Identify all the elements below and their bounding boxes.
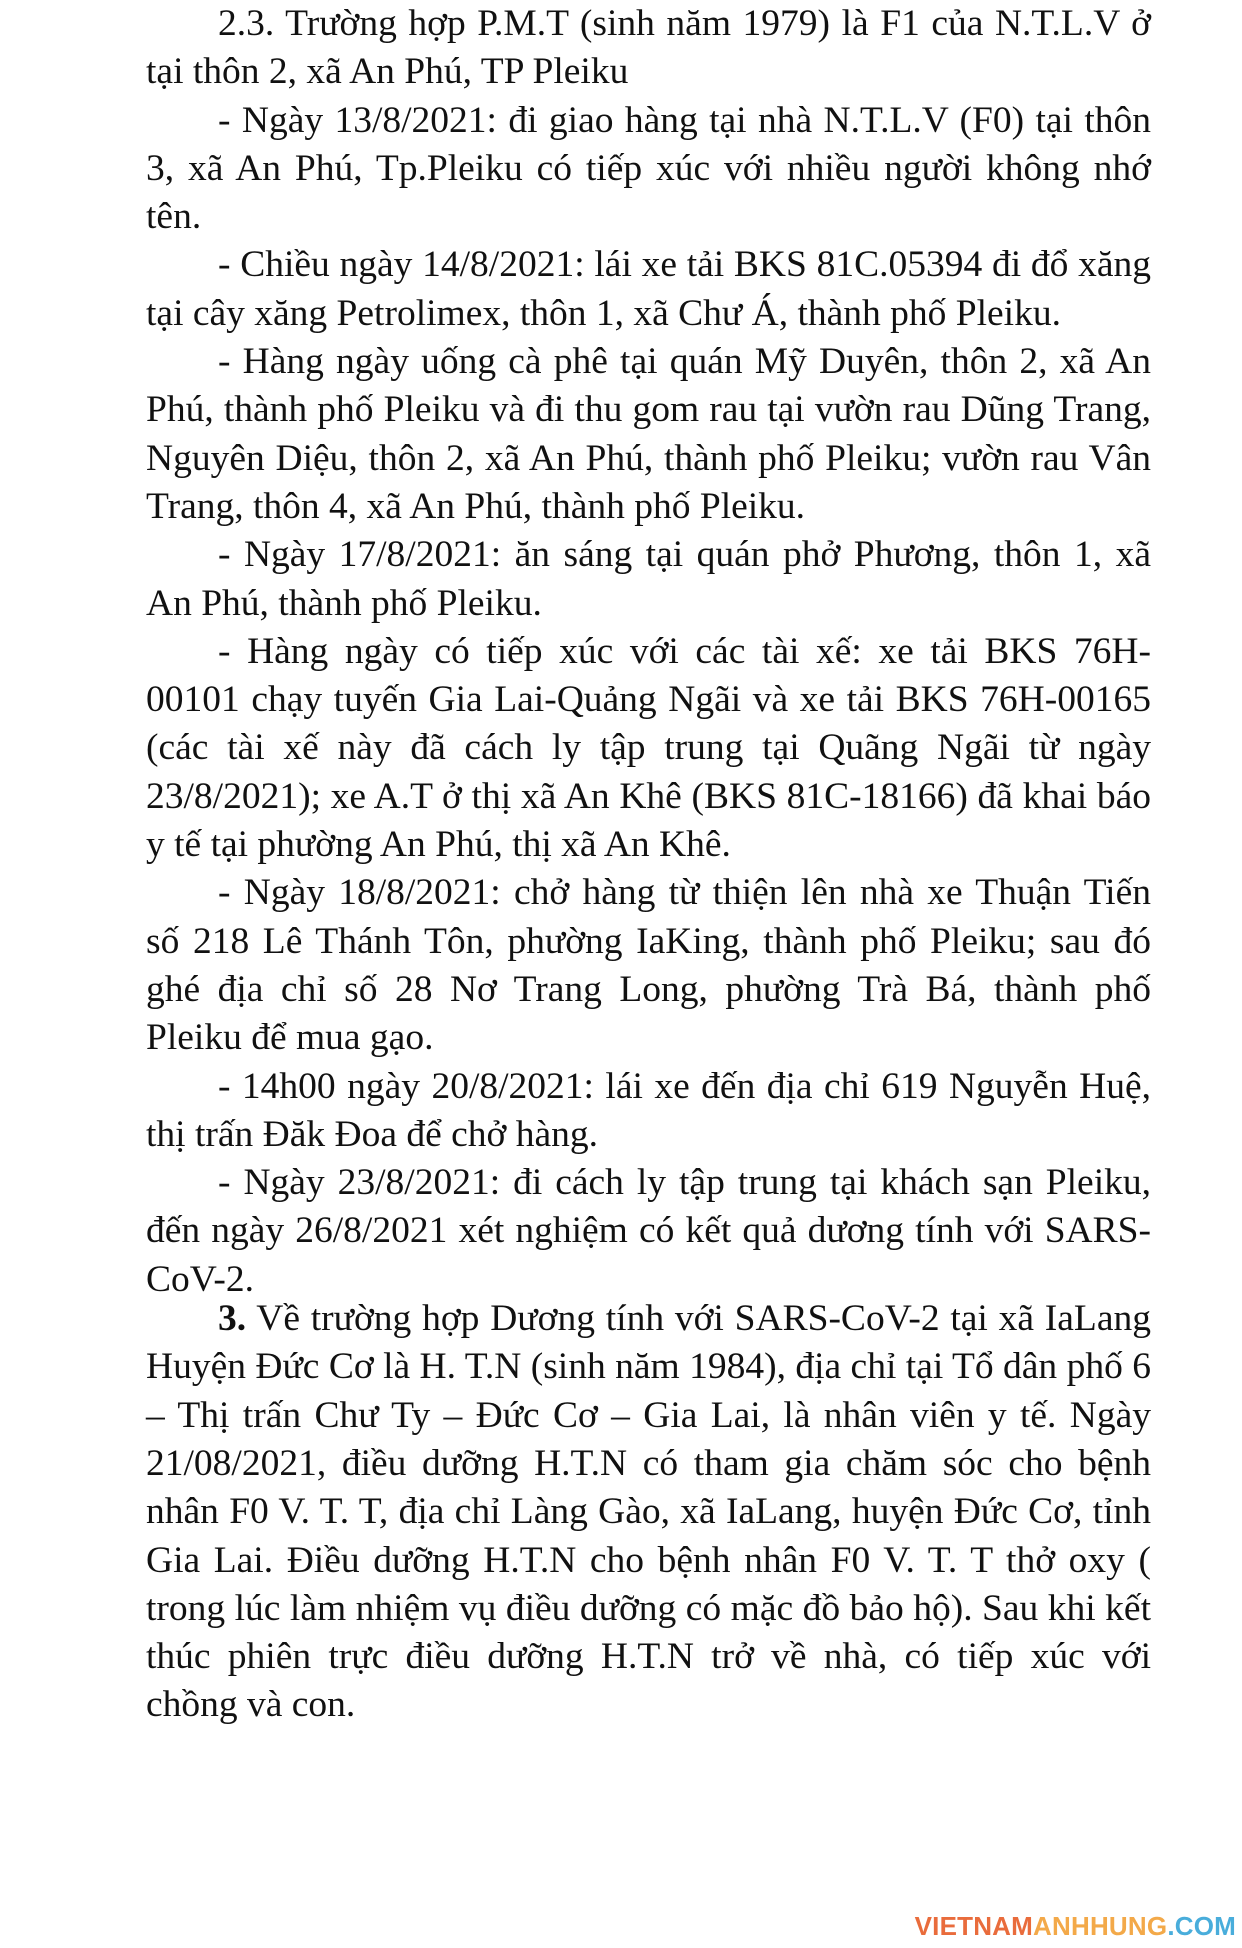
timeline-item-17-8: - Ngày 17/8/2021: ăn sáng tại quán phở Phương, thôn 1, xã An Phú, thành phố Pleiku. [146,534,1151,624]
section-3-paragraph [146,1295,1151,1730]
timeline-item-daily-coffee: - Hàng ngày uống cà phê tại quán Mỹ Duyên, thôn 2, xã An Phú, thành phố Pleiku và đi thu gom rau tại vườn rau Dũng Trang, Nguyên Diệu, thôn 2, xã An Phú, thành phố Pleiku; vườn rau Vân Trang, thôn 4, xã An Phú, thành phố Pleiku. [146,341,1151,527]
watermark-part-1: VIETNAM [914,1911,1034,1941]
section-3-number: 3. [218,1298,247,1340]
timeline-item-18-8: - Ngày 18/8/2021: chở hàng từ thiện lên nhà xe Thuận Tiến số 218 Lê Thánh Tôn, phường IaKing, thành phố Pleiku; sau đó ghé địa chỉ số 28 Nơ Trang Long, phường Trà Bá, thành phố Pleiku để mua gạo. [146,872,1151,1059]
site-watermark [915,1911,1236,1942]
section-2-3-intro: 2.3. Trường hợp P.M.T (sinh năm 1979) là F1 của N.T.L.V ở tại thôn 2, xã An Phú, TP Pleiku [146,3,1151,93]
timeline-item-20-8: - 14h00 ngày 20/8/2021: lái xe đến địa chỉ 619 Nguyễn Huệ, thị trấn Đăk Đoa để chở hàng. [146,1065,1151,1155]
timeline-item-14-8: - Chiều ngày 14/8/2021: lái xe tải BKS 81C.05394 đi đổ xăng tại cây xăng Petrolimex, thôn 1, xã Chư Á, thành phố Pleiku. [146,244,1151,334]
timeline-item-13-8: - Ngày 13/8/2021: đi giao hàng tại nhà N.T.L.V (F0) tại thôn 3, xã An Phú, Tp.Pleiku có tiếp xúc với nhiều người không nhớ tên. [146,99,1151,238]
watermark-part-2: ANHHUNG [1033,1911,1168,1941]
document-page [146,0,1151,1730]
section-3-text: Về trường hợp Dương tính với SARS-CoV-2 tại xã IaLang Huyện Đức Cơ là H. T.N (sinh năm 1984), địa chỉ tại Tổ dân phố 6 – Thị trấn Chư Ty – Đức Cơ – Gia Lai, là nhân viên y tế. Ngày 21/08/2021, điều dưỡng H.T.N có tham gia chăm sóc cho bệnh nhân F0 V. T. T, địa chỉ Làng Gào, xã IaLang, huyện Đức Cơ, tỉnh Gia Lai. Điều dưỡng H.T.N cho bệnh nhân F0 V. T. T thở oxy ( trong lúc làm nhiệm vụ điều dưỡng có mặc đồ bảo hộ). Sau khi kết thúc phiên trực điều dưỡng H.T.N trở về nhà, có tiếp xúc với chồng và con. [146,1298,1151,1726]
timeline-item-23-8: - Ngày 23/8/2021: đi cách ly tập trung tại khách sạn Pleiku, đến ngày 26/8/2021 xét nghiệm có kết quả dương tính với SARS-CoV-2. [146,1162,1151,1300]
timeline-item-daily-drivers: - Hàng ngày có tiếp xúc với các tài xế: xe tải BKS 76H-00101 chạy tuyến Gia Lai-Quảng Ngãi và xe tải BKS 76H-00165 (các tài xế này đã cách ly tập trung tại Quãng Ngãi từ ngày 23/8/2021); xe A.T ở thị xã An Khê (BKS 81C-18166) đã khai báo y tế tại phường An Phú, thị xã An Khê. [146,630,1151,866]
watermark-part-3: .COM [1167,1911,1236,1941]
